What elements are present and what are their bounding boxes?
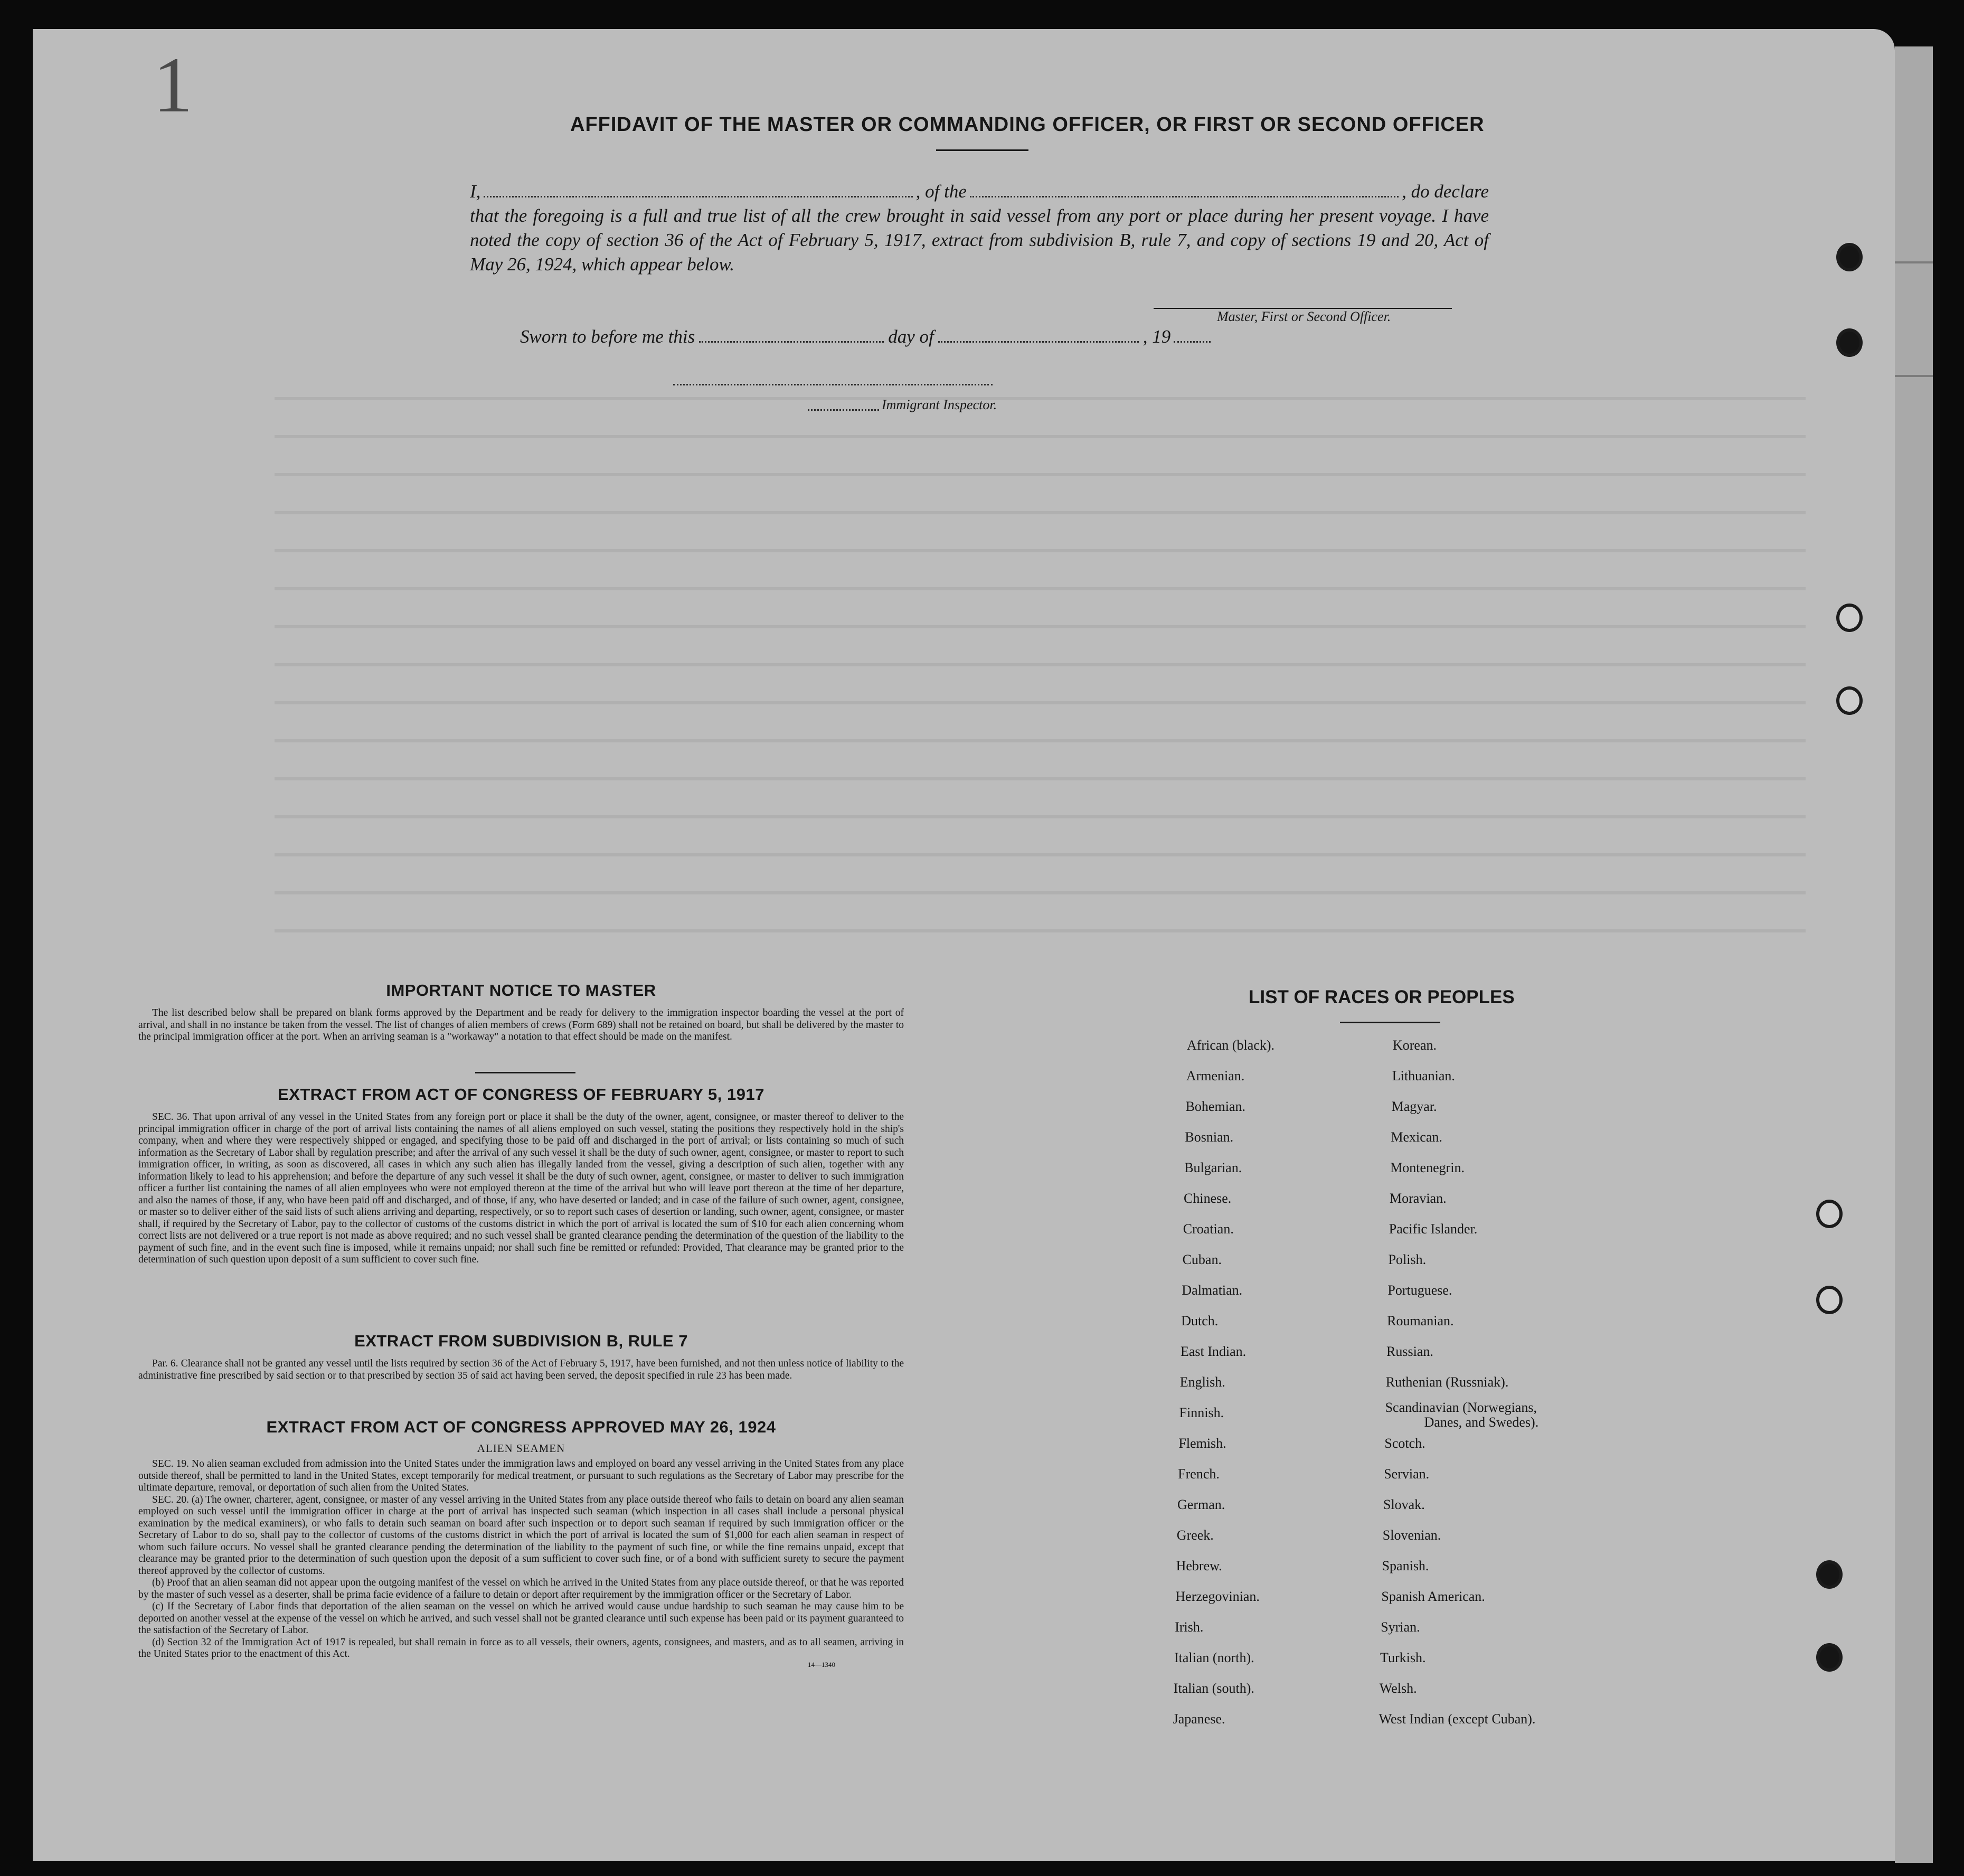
race-item: Bulgarian. <box>1184 1160 1242 1175</box>
sworn-year-field[interactable] <box>1174 326 1211 343</box>
vessel-field[interactable] <box>970 180 1399 197</box>
sec-19-paragraph: SEC. 19. No alien seaman excluded from admission into the United States under the immigration laws and employed on board any vessel arriving in the United States from any place outside thereof, shall be permitted to land in the United States, except temporarily for medical treatment, or pursuant to such regulations as the Secretary of Labor may prescribe for the ultimate departure, removal, or deportation of such alien from the United States. <box>138 1458 904 1493</box>
notice-paragraph: The list described below shall be prepared on blank forms approved by the Department and be ready for delivery to the immigration inspector boarding the vessel at the port of arrival, and shall in no instance be taken from the vessel. The list of changes of alien members of crews (Form 689) shall not be retained on board, but shall be delivered by the master to the principal immigration officer at the port. When an arriving seaman is a "workaway" a notation to that effect should be made on the manifest. <box>138 1007 904 1042</box>
race-item: English. <box>1179 1374 1225 1390</box>
races-title: LIST OF RACES OR PEOPLES <box>1249 987 1515 1007</box>
binder-hole <box>1816 1643 1843 1672</box>
race-item: Russian. <box>1386 1344 1433 1359</box>
section-rule <box>475 1072 575 1073</box>
race-item: Italian (south). <box>1173 1681 1254 1696</box>
race-item: Flemish. <box>1178 1436 1226 1451</box>
races-rule <box>1340 1022 1440 1023</box>
form-number: 14—1340 <box>808 1660 835 1668</box>
race-item: Cuban. <box>1182 1252 1222 1267</box>
race-item: French. <box>1178 1466 1220 1482</box>
race-item: Dalmatian. <box>1182 1283 1243 1298</box>
inspector-signature-line[interactable] <box>673 384 993 385</box>
binder-hole <box>1836 243 1863 271</box>
extract-1924-text <box>138 1458 904 1661</box>
bleed-through-texture <box>275 370 1806 950</box>
binding-strip <box>1895 46 1933 1863</box>
race-item: East Indian. <box>1181 1344 1247 1359</box>
race-item: Slovak. <box>1383 1497 1425 1512</box>
sworn-mid: day of <box>888 326 934 347</box>
affidavit-body <box>470 180 1489 277</box>
race-item: Herzegovinian. <box>1175 1589 1260 1604</box>
sec-20c-paragraph: (c) If the Secretary of Labor finds that deportation of the alien seaman on the vessel on which he arrived would cause undue hardship to such seaman he may cause him to be deported on another vessel at the expense of the vessel on which he arrived, and such vessel shall not be granted clearance until such expense has been paid or its payment guaranteed to the satisfaction of the Secretary of Labor. <box>138 1601 904 1636</box>
race-item: Chinese. <box>1184 1191 1232 1206</box>
sworn-start: Sworn to before me this <box>520 326 695 347</box>
extract-1917-section <box>138 1085 904 1266</box>
race-item: German. <box>1177 1497 1225 1512</box>
race-item: Danes, and Swedes). <box>1424 1415 1539 1430</box>
binder-hole <box>1836 604 1863 632</box>
inspector-label: Immigrant Inspector. <box>882 397 997 412</box>
race-item: Irish. <box>1175 1619 1204 1635</box>
race-item: Syrian. <box>1381 1619 1420 1635</box>
race-item: West Indian (except Cuban). <box>1378 1711 1536 1727</box>
race-item: Portuguese. <box>1387 1283 1452 1298</box>
affidavit-declaration: that the foregoing is a full and true list of all the crew brought in said vessel from any port or place during her present voyage. I have noted the copy of section 36 of the Act of February 5, 1917, extract from subdivision B, rule 7, and copy of sections 19 and 20, Act of May 26, 1924, which appear below. <box>470 205 1489 275</box>
notice-section <box>138 981 904 1043</box>
extract-1917-text <box>138 1111 904 1266</box>
inspector-dots <box>808 409 879 411</box>
race-item: Italian (north). <box>1174 1650 1254 1665</box>
binder-hole <box>1816 1560 1843 1589</box>
race-item: Welsh. <box>1379 1681 1417 1696</box>
extract-1924-section <box>138 1418 904 1669</box>
race-item: Magyar. <box>1391 1099 1437 1114</box>
master-signature-label: Master, First or Second Officer. <box>1217 309 1391 324</box>
race-item: Lithuanian. <box>1392 1068 1455 1083</box>
strip-line <box>1895 261 1933 263</box>
race-item: Slovenian. <box>1382 1528 1441 1543</box>
race-item: Turkish. <box>1380 1650 1426 1665</box>
strip-line <box>1895 375 1933 377</box>
race-item: Bohemian. <box>1185 1099 1245 1114</box>
race-item: Dutch. <box>1181 1313 1219 1328</box>
affidavit-title: AFFIDAVIT OF THE MASTER OR COMMANDING OFFICER, OR FIRST OR SECOND OFFICER <box>570 114 1485 136</box>
notice-text <box>138 1007 904 1043</box>
binder-hole <box>1816 1286 1843 1314</box>
extract-1917-paragraph: SEC. 36. That upon arrival of any vessel in the United States from any foreign port or place it shall be the duty of the owner, agent, consignee, or master thereof to deliver to the principal immigration officer in charge of the port of arrival lists containing the names of all aliens employed on such vessel, stating the positions they respectively hold in the ship's company, when and where they were respectively shipped or engaged, and specifying those to be paid off and discharged in the port of arrival; or lists containing so much of such information as the Secretary of Labor shall by regulation prescribe; and after the arrival of any such vessel it shall be the duty of such owner, agent, consignee, or master to report to such immigration officer, in writing, as soon as discovered, all cases in which any such alien has illegally landed from the vessel, giving a description of such alien, together with any information likely to lead to his apprehension; and before the departure of any such vessel it shall be the duty of such owner, agent, consignee, or master to deliver to such immigration officer a further list containing the names of all alien employees who were not employed thereon at the time of the arrival but who will leave port thereon at the time of her departure, and also the names of those, if any, who have been paid off and discharged, and of those, if any, who have deserted or landed; and in case of the failure of such owner, agent, consignee, or master so to deliver either of the said lists of such aliens arriving and departing, respectively, or so to report such cases of desertion or landing, such owner, agent, consignee, or master shall, if required by the Secretary of Labor, pay to the collector of customs of the customs district in which the port of arrival is located the sum of $10 for each alien concerning whom correct lists are not delivered or a true report is not made as above required; and no such vessel shall be granted clearance pending the determination of the question of the liability to the payment of such fine, and in the event such fine is imposed, while it remains unpaid; nor shall such fine be remitted or refunded: Provided, That clearance may be granted prior to the determination of such question upon deposit of a sum sufficient to cover such fine. <box>138 1111 904 1265</box>
race-item: Spanish. <box>1382 1558 1429 1573</box>
race-item: Polish. <box>1388 1252 1427 1267</box>
race-item: Roumanian. <box>1387 1313 1454 1328</box>
affidavit-line1-end: , do declare <box>1402 181 1489 202</box>
sworn-day-field[interactable] <box>699 326 884 343</box>
sworn-line <box>520 326 1259 347</box>
extract-1917-title: EXTRACT FROM ACT OF CONGRESS OF FEBRUARY 5, 1917 <box>278 1085 764 1104</box>
race-item: Hebrew. <box>1176 1558 1222 1573</box>
sworn-month-field[interactable] <box>938 326 1139 343</box>
race-item: Scandinavian (Norwegians, <box>1385 1400 1537 1415</box>
sec-20b-paragraph: (b) Proof that an alien seaman did not appear upon the outgoing manifest of the vessel on which he arrived in the United States from any place outside thereof, or that he was reported by the master of such vessel as a deserter, shall be prima facie evidence of a failure to detain or deport after requirement by the immigration officer or the Secretary of Labor. <box>138 1577 904 1600</box>
race-item: Armenian. <box>1186 1068 1245 1083</box>
extract-rule7-paragraph: Par. 6. Clearance shall not be granted any vessel until the lists required by section 36 of the Act of February 5, 1917, have been furnished, and not then unless notice of liability to the administrative fine prescribed by said section or to that prescribed by section 35 of said act having been served, the deposit specified in rule 23 has been made. <box>138 1358 904 1381</box>
race-item: African (black). <box>1187 1038 1275 1053</box>
page-number: 1 <box>153 41 193 129</box>
race-item: Greek. <box>1176 1528 1214 1543</box>
notice-title: IMPORTANT NOTICE TO MASTER <box>386 981 656 1000</box>
race-item: Croatian. <box>1183 1221 1234 1237</box>
sec-20a-paragraph: SEC. 20. (a) The owner, charterer, agent, consignee, or master of any vessel arriving in the United States from any place outside thereof who fails to detain on board any alien seaman employed on such vessel until the immigration officer in charge at the port of arrival has inspected such seaman (which inspection in all cases shall include a personal physical examination by the medical examiners), or who fails to detain such seaman on board after such inspection or to deport such seaman if required by such immigration officer or the Secretary of Labor to do so, shall pay to the collector of customs of the customs district in which the port of arrival is located the sum of $1,000 for each alien seaman in respect of whom such failure occurs. No vessel shall be granted clearance pending the determination of the liability to the payment of such fine, or while the fine remains unpaid, except that clearance may be granted prior to the determination of such question upon the deposit of a sum sufficient to cover such fine, or of a bond with sufficient surety to secure the payment thereof approved by the collector of customs. <box>138 1494 904 1577</box>
extract-1924-subtitle: ALIEN SEAMEN <box>477 1442 565 1455</box>
race-item: Moravian. <box>1390 1191 1447 1206</box>
extract-rule7-text <box>138 1358 904 1382</box>
extract-rule7-section <box>138 1332 904 1382</box>
binder-hole <box>1836 328 1863 357</box>
race-item: Pacific Islander. <box>1389 1221 1478 1237</box>
race-item: Ruthenian (Russniak). <box>1385 1374 1509 1390</box>
affidavit-line1-mid: , of the <box>915 181 967 202</box>
name-field[interactable] <box>484 180 912 197</box>
race-item: Servian. <box>1384 1466 1430 1482</box>
race-item: Japanese. <box>1173 1711 1225 1727</box>
race-item: Montenegrin. <box>1390 1160 1465 1175</box>
race-item: Scotch. <box>1384 1436 1425 1451</box>
extract-1924-title: EXTRACT FROM ACT OF CONGRESS APPROVED MAY 26, 1924 <box>266 1418 776 1436</box>
race-item: Finnish. <box>1179 1405 1224 1420</box>
affidavit-line1-start: I, <box>470 181 481 202</box>
race-item: Korean. <box>1393 1038 1437 1053</box>
race-item: Mexican. <box>1391 1129 1442 1145</box>
race-item: Bosnian. <box>1185 1129 1234 1145</box>
binder-hole <box>1816 1200 1843 1228</box>
extract-rule7-title: EXTRACT FROM SUBDIVISION B, RULE 7 <box>354 1332 688 1350</box>
sec-20d-paragraph: (d) Section 32 of the Immigration Act of 1917 is repealed, but shall remain in force as to all vessels, their owners, agents, consignees, and masters, and as to all seamen, arriving in the United States prior to the enactment of this Act. <box>138 1636 904 1660</box>
sworn-end: , 19 <box>1142 326 1171 347</box>
binder-hole <box>1836 686 1863 715</box>
title-rule <box>936 149 1028 151</box>
race-item: Spanish American. <box>1381 1589 1485 1604</box>
